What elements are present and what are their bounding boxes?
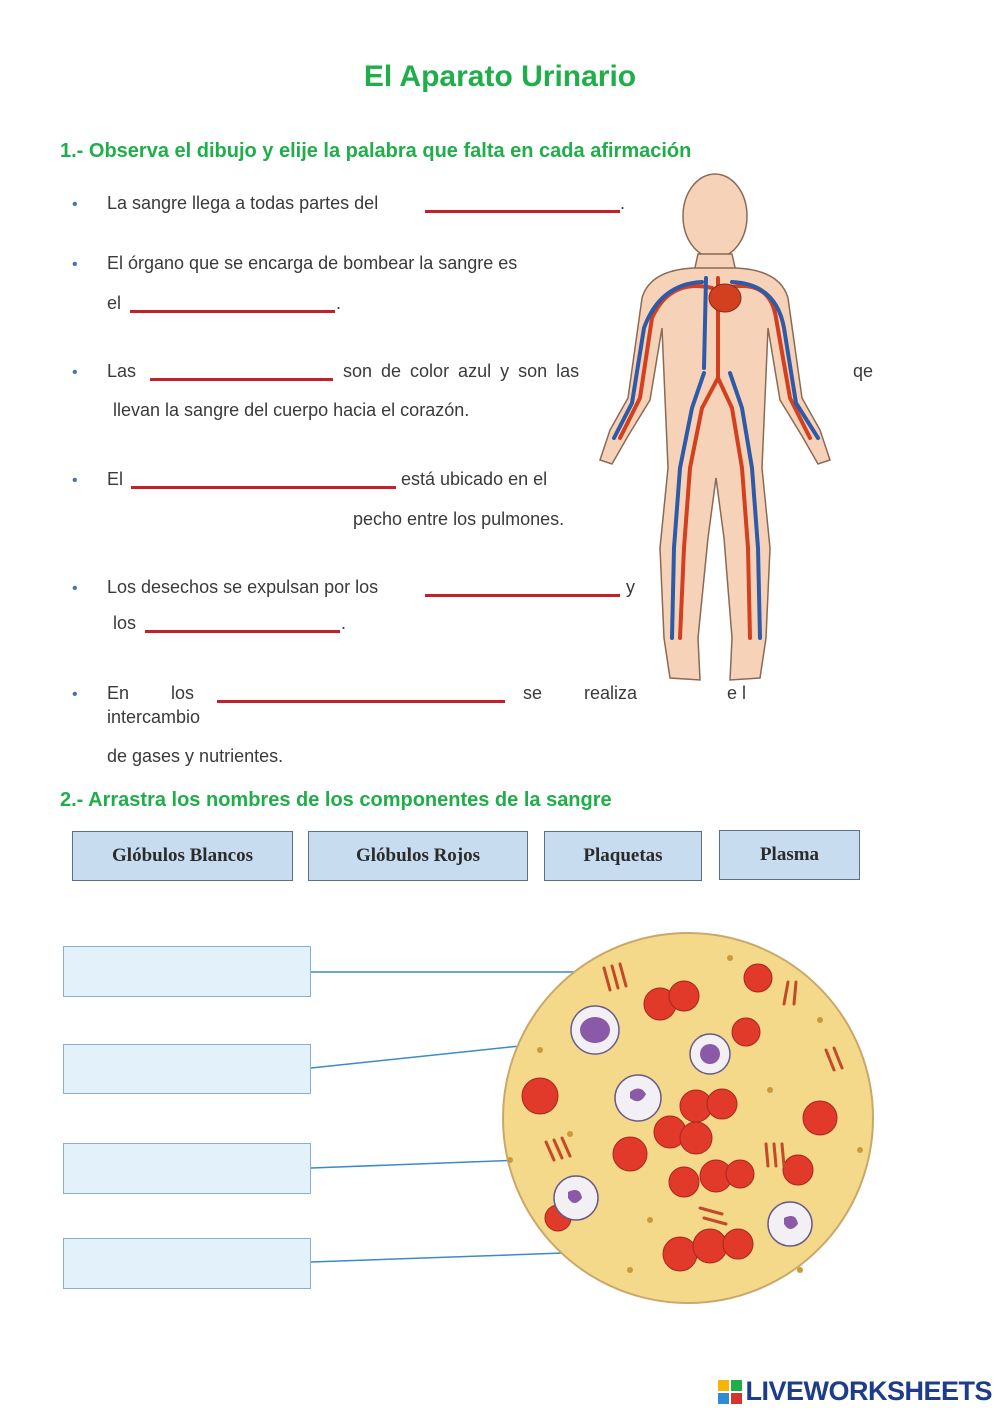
item-6-text: En <box>107 683 130 703</box>
item-2-text: El órgano que se encarga de bombear la sangre es <box>107 253 518 273</box>
item-3-text-4: llevan la sangre del cuerpo hacia el corazón. <box>113 400 470 420</box>
page-title: El Aparato Urinario <box>363 60 637 93</box>
circulatory-system-illustration <box>580 168 880 708</box>
bullet: • <box>72 364 78 381</box>
bullet: • <box>72 472 78 489</box>
logo-mark-icon <box>718 1380 742 1404</box>
drop-box-1[interactable] <box>63 946 311 997</box>
item-1-text: La sangre llega a todas partes del <box>107 193 379 213</box>
chip-plaquetas[interactable]: Plaquetas <box>544 831 702 881</box>
chip-plasma[interactable]: Plasma <box>719 830 860 880</box>
drop-box-4[interactable] <box>63 1238 311 1289</box>
bullet: • <box>72 256 78 273</box>
item-6-text-realiza: realiza <box>584 683 638 703</box>
section-1-heading: 1.- Observa el dibujo y elije la palabra que falta en cada afirmación <box>60 140 692 162</box>
item-6-text-el: e l <box>727 683 747 703</box>
chip-globulos-blancos[interactable]: Glóbulos Blancos <box>72 831 293 881</box>
blank-4[interactable] <box>131 486 396 489</box>
item-2-text-el: el <box>107 293 122 313</box>
bullet: • <box>72 580 78 597</box>
liveworksheets-logo <box>718 1376 992 1407</box>
blank-2[interactable] <box>130 310 335 313</box>
item-6-text-se: se <box>523 683 543 703</box>
item-6-text-intercambio: intercambio <box>107 707 201 727</box>
section-2-heading: 2.- Arrastra los nombres de los componentes de la sangre <box>60 789 612 811</box>
item-5-text: Los desechos se expulsan por los <box>107 577 379 597</box>
item-3-text: Las <box>107 361 137 381</box>
chip-globulos-rojos[interactable]: Glóbulos Rojos <box>308 831 528 881</box>
blank-3[interactable] <box>150 378 333 381</box>
item-4-text: El <box>107 469 124 489</box>
bullet: • <box>72 686 78 703</box>
drop-box-3[interactable] <box>63 1143 311 1194</box>
item-3-text-2: son de color azul y son las <box>343 361 580 381</box>
drop-box-2[interactable] <box>63 1044 311 1094</box>
blank-6[interactable] <box>145 630 340 633</box>
item-4-text-2: está ubicado en el <box>401 469 548 489</box>
item-5-text-los: los <box>113 613 137 633</box>
item-2-end: . <box>336 293 342 313</box>
item-6-text-end: de gases y nutrientes. <box>107 746 284 766</box>
item-5-end: . <box>341 613 347 633</box>
logo-text: LIVEWORKSHEETS <box>745 1376 992 1406</box>
blank-7[interactable] <box>217 700 505 703</box>
blood-cells-illustration <box>300 920 900 1320</box>
item-5-text-y: y <box>626 577 635 597</box>
item-6-text-los: los <box>171 683 195 703</box>
bullet: • <box>72 196 78 213</box>
item-1-end: . <box>620 193 626 213</box>
item-3-text-3: qe <box>853 361 874 381</box>
item-4-text-3: pecho entre los pulmones. <box>353 509 565 529</box>
